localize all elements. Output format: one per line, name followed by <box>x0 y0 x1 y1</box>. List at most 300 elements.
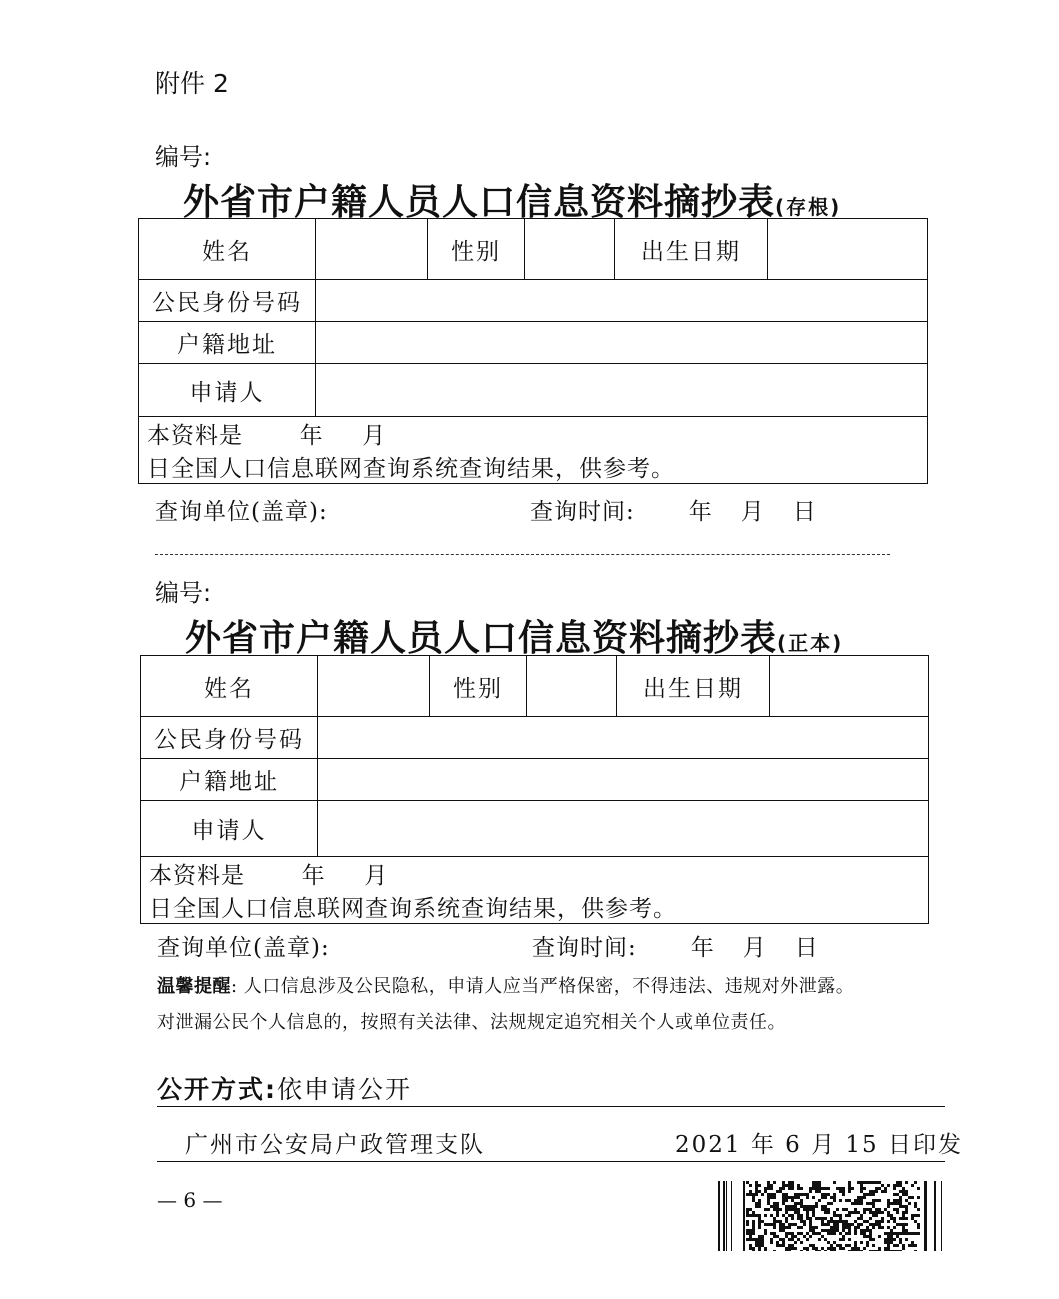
barcode-module <box>914 1244 917 1247</box>
barcode-module <box>863 1208 866 1211</box>
barcode-module <box>782 1181 785 1184</box>
barcode-module <box>788 1181 791 1184</box>
stub-gender-field[interactable] <box>525 219 615 280</box>
stub-applicant-field[interactable] <box>316 364 928 417</box>
barcode-module <box>848 1244 851 1247</box>
barcode-module <box>824 1193 827 1196</box>
barcode-module <box>863 1187 866 1190</box>
barcode-module <box>785 1235 788 1238</box>
barcode-module <box>809 1244 812 1247</box>
barcode-module <box>845 1226 848 1229</box>
barcode-module <box>800 1250 803 1251</box>
barcode-module <box>887 1226 890 1229</box>
barcode-module <box>776 1205 779 1208</box>
barcode-module <box>794 1202 797 1205</box>
barcode-module <box>887 1220 890 1223</box>
barcode-module <box>863 1193 866 1196</box>
barcode-module <box>884 1241 887 1244</box>
barcode-module <box>908 1202 911 1205</box>
barcode-module <box>899 1202 902 1205</box>
barcode-module <box>860 1250 863 1251</box>
barcode-module <box>824 1187 827 1190</box>
barcode-module <box>833 1220 836 1223</box>
barcode-module <box>881 1211 884 1214</box>
barcode-module <box>812 1184 815 1187</box>
barcode-module <box>800 1193 803 1196</box>
barcode-module <box>764 1247 767 1250</box>
barcode-module <box>767 1181 770 1184</box>
barcode-module <box>854 1232 857 1235</box>
barcode-module <box>887 1199 890 1202</box>
barcode-module <box>845 1220 848 1223</box>
barcode-module <box>854 1229 857 1232</box>
barcode-module <box>896 1244 899 1247</box>
barcode-module <box>866 1181 869 1184</box>
reminder-text-1: : 人口信息涉及公民隐私，申请人应当严格保密，不得违法、违规对外泄露。 <box>231 976 855 997</box>
barcode-bar <box>941 1181 942 1251</box>
barcode-module <box>875 1181 878 1184</box>
barcode-module <box>887 1247 890 1250</box>
barcode-module <box>812 1211 815 1214</box>
barcode-module <box>842 1247 845 1250</box>
stub-hukou-address-label: 户籍地址 <box>139 322 316 364</box>
reminder-line-2: 对泄漏公民个人信息的，按照有关法律、法规规定追究相关个人或单位责任。 <box>157 1012 786 1033</box>
barcode-module <box>806 1247 809 1250</box>
barcode-module <box>803 1193 806 1196</box>
barcode-module <box>791 1199 794 1202</box>
barcode-module <box>899 1223 902 1226</box>
barcode-module <box>839 1214 842 1217</box>
copy-row-note <box>141 857 929 924</box>
barcode-module <box>815 1217 818 1220</box>
barcode-module <box>875 1220 878 1223</box>
barcode-module <box>773 1205 776 1208</box>
barcode-module <box>848 1250 851 1251</box>
barcode-module <box>800 1217 803 1220</box>
stub-note-prefix: 本资料是 <box>147 423 243 449</box>
barcode-module <box>746 1193 749 1196</box>
barcode-module <box>758 1223 761 1226</box>
barcode-module <box>905 1193 908 1196</box>
barcode-module <box>905 1205 908 1208</box>
barcode-module <box>782 1196 785 1199</box>
barcode-module <box>782 1223 785 1226</box>
barcode-module <box>848 1226 851 1229</box>
barcode-module <box>869 1229 872 1232</box>
barcode-module <box>815 1232 818 1235</box>
barcode-module <box>866 1226 869 1229</box>
barcode-module <box>815 1181 818 1184</box>
barcode-module <box>917 1226 920 1229</box>
barcode-module <box>863 1181 866 1184</box>
barcode-module <box>782 1199 785 1202</box>
barcode-module <box>875 1223 878 1226</box>
barcode-module <box>773 1193 776 1196</box>
copy-query-time-label: 查询时间: <box>532 935 637 961</box>
barcode-module <box>773 1250 776 1251</box>
stub-code-label: 编号: <box>155 143 212 171</box>
barcode-module <box>887 1241 890 1244</box>
barcode-module <box>833 1199 836 1202</box>
barcode-module <box>827 1208 830 1211</box>
barcode-module <box>764 1250 767 1251</box>
barcode-module <box>833 1196 836 1199</box>
barcode-module <box>872 1205 875 1208</box>
barcode-module <box>806 1214 809 1217</box>
barcode-module <box>917 1214 920 1217</box>
barcode-module <box>794 1235 797 1238</box>
barcode-module <box>749 1208 752 1211</box>
barcode-module <box>797 1193 800 1196</box>
barcode-module <box>884 1247 887 1250</box>
barcode-module <box>785 1217 788 1220</box>
barcode-module <box>761 1244 764 1247</box>
barcode-module <box>755 1214 758 1217</box>
barcode-module <box>785 1199 788 1202</box>
barcode-module <box>869 1202 872 1205</box>
barcode-module <box>758 1235 761 1238</box>
barcode-module <box>767 1187 770 1190</box>
barcode-module <box>875 1250 878 1251</box>
barcode-module <box>806 1232 809 1235</box>
copy-query-day: 日 <box>794 935 819 961</box>
barcode-module <box>872 1226 875 1229</box>
barcode-module <box>755 1238 758 1241</box>
barcode-module <box>800 1187 803 1190</box>
barcode-module <box>854 1244 857 1247</box>
barcode-module <box>917 1223 920 1226</box>
barcode-module <box>833 1226 836 1229</box>
barcode-module <box>809 1235 812 1238</box>
barcode-module <box>773 1208 776 1211</box>
barcode-module <box>893 1202 896 1205</box>
barcode-module <box>827 1241 830 1244</box>
barcode-module <box>863 1211 866 1214</box>
barcode-module <box>860 1217 863 1220</box>
barcode-module <box>815 1205 818 1208</box>
barcode-module <box>905 1208 908 1211</box>
barcode-module <box>842 1226 845 1229</box>
barcode-module <box>848 1232 851 1235</box>
barcode-module <box>797 1232 800 1235</box>
barcode-module <box>842 1220 845 1223</box>
footer-rule-bottom <box>157 1161 945 1162</box>
barcode-module <box>824 1217 827 1220</box>
copy-query-unit: 查询单位(盖章): <box>157 935 330 961</box>
barcode-module <box>767 1199 770 1202</box>
barcode-module <box>839 1199 842 1202</box>
barcode-module <box>863 1232 866 1235</box>
barcode-module <box>872 1250 875 1251</box>
copy-row-applicant <box>141 801 929 857</box>
barcode-module <box>914 1181 917 1184</box>
stub-id-number-field[interactable] <box>316 280 928 322</box>
stub-birth-date-field[interactable] <box>768 219 928 280</box>
barcode-module <box>869 1181 872 1184</box>
barcode-module <box>839 1187 842 1190</box>
barcode-module <box>902 1217 905 1220</box>
barcode-module <box>812 1244 815 1247</box>
copy-hukou-address-field[interactable] <box>318 759 929 801</box>
barcode-module <box>890 1238 893 1241</box>
barcode-module <box>785 1196 788 1199</box>
barcode-module <box>887 1244 890 1247</box>
reminder-label: 温馨提醒 <box>157 976 231 997</box>
barcode-module <box>776 1214 779 1217</box>
copy-birth-date-field[interactable] <box>770 656 929 717</box>
barcode-module <box>764 1208 767 1211</box>
barcode-module <box>770 1238 773 1241</box>
barcode-module <box>767 1193 770 1196</box>
copy-name-field[interactable] <box>318 656 430 717</box>
barcode-module <box>800 1226 803 1229</box>
barcode-module <box>860 1184 863 1187</box>
copy-gender-field[interactable] <box>527 656 617 717</box>
barcode-module <box>821 1220 824 1223</box>
copy-note-prefix: 本资料是 <box>149 863 245 889</box>
copy-applicant-label: 申请人 <box>141 801 318 857</box>
barcode-module <box>914 1232 917 1235</box>
barcode-module <box>887 1235 890 1238</box>
barcode-module <box>851 1187 854 1190</box>
barcode-module <box>839 1238 842 1241</box>
barcode-module <box>824 1211 827 1214</box>
barcode-module <box>782 1226 785 1229</box>
barcode-module <box>773 1181 776 1184</box>
barcode-module <box>833 1214 836 1217</box>
barcode-module <box>779 1226 782 1229</box>
barcode-module <box>839 1217 842 1220</box>
cut-line-divider <box>155 554 890 555</box>
barcode-module <box>782 1229 785 1232</box>
barcode-module <box>830 1247 833 1250</box>
barcode-module <box>899 1184 902 1187</box>
barcode-module <box>824 1238 827 1241</box>
barcode-module <box>788 1187 791 1190</box>
barcode-module <box>758 1184 761 1187</box>
barcode-module <box>890 1214 893 1217</box>
barcode-module <box>878 1187 881 1190</box>
barcode-module <box>797 1217 800 1220</box>
barcode-module <box>761 1235 764 1238</box>
barcode-module <box>791 1208 794 1211</box>
stub-form-table <box>138 218 928 484</box>
barcode-module <box>809 1205 812 1208</box>
stub-note-year: 年 <box>299 423 324 449</box>
barcode-module <box>797 1208 800 1211</box>
barcode-module <box>866 1193 869 1196</box>
barcode-module <box>860 1241 863 1244</box>
barcode-module <box>827 1220 830 1223</box>
copy-form-title <box>185 610 843 661</box>
stub-hukou-address-field[interactable] <box>316 322 928 364</box>
barcode-module <box>869 1208 872 1211</box>
barcode-module <box>896 1184 899 1187</box>
barcode-module <box>878 1199 881 1202</box>
barcode-module <box>794 1208 797 1211</box>
barcode-module <box>836 1229 839 1232</box>
barcode-module <box>866 1229 869 1232</box>
barcode-module <box>800 1202 803 1205</box>
stub-title-suffix: (存根) <box>775 195 842 219</box>
barcode-module <box>749 1244 752 1247</box>
copy-applicant-field[interactable] <box>318 801 929 857</box>
barcode-module <box>836 1214 839 1217</box>
barcode-module <box>812 1247 815 1250</box>
barcode-module <box>869 1232 872 1235</box>
barcode-module <box>788 1223 791 1226</box>
barcode-module <box>878 1208 881 1211</box>
barcode-module <box>791 1247 794 1250</box>
barcode-module <box>878 1220 881 1223</box>
barcode-module <box>848 1229 851 1232</box>
barcode-module <box>869 1193 872 1196</box>
barcode-module <box>872 1190 875 1193</box>
barcode-module <box>770 1193 773 1196</box>
barcode-module <box>857 1223 860 1226</box>
barcode-module <box>761 1193 764 1196</box>
barcode-module <box>824 1223 827 1226</box>
barcode-module <box>797 1211 800 1214</box>
copy-id-number-field[interactable] <box>318 717 929 759</box>
barcode-module <box>776 1241 779 1244</box>
barcode-module <box>773 1202 776 1205</box>
barcode-module <box>773 1220 776 1223</box>
stub-title-text: 外省市户籍人员人口信息资料摘抄表 <box>183 182 776 223</box>
barcode-module <box>893 1217 896 1220</box>
barcode-module <box>752 1220 755 1223</box>
barcode-module <box>917 1232 920 1235</box>
barcode-module <box>854 1220 857 1223</box>
barcode-module <box>791 1181 794 1184</box>
barcode-module <box>842 1193 845 1196</box>
barcode-module <box>815 1202 818 1205</box>
barcode-module <box>758 1244 761 1247</box>
barcode-module <box>788 1247 791 1250</box>
barcode-module <box>818 1190 821 1193</box>
barcode-module <box>785 1184 788 1187</box>
barcode-module <box>902 1223 905 1226</box>
barcode-module <box>899 1241 902 1244</box>
barcode-module <box>833 1232 836 1235</box>
barcode-module <box>812 1181 815 1184</box>
barcode-module <box>872 1202 875 1205</box>
barcode-module <box>884 1238 887 1241</box>
disclosure-line <box>157 1070 412 1106</box>
barcode-module <box>878 1247 881 1250</box>
barcode-bar <box>718 1181 720 1251</box>
barcode-module <box>911 1196 914 1199</box>
issue-date: 2021 年 6 月 15 日印发 <box>675 1132 963 1158</box>
barcode-module <box>857 1226 860 1229</box>
stub-id-number-label: 公民身份号码 <box>139 280 316 322</box>
barcode-module <box>905 1190 908 1193</box>
barcode-module <box>899 1250 902 1251</box>
barcode-module <box>833 1181 836 1184</box>
barcode-module <box>893 1250 896 1251</box>
barcode-module <box>779 1229 782 1232</box>
barcode-module <box>791 1214 794 1217</box>
barcode-icon <box>718 1181 946 1251</box>
barcode-module <box>905 1229 908 1232</box>
barcode-module <box>752 1196 755 1199</box>
barcode-module <box>896 1250 899 1251</box>
stub-name-field[interactable] <box>316 219 428 280</box>
barcode-module <box>821 1187 824 1190</box>
barcode-module <box>857 1247 860 1250</box>
barcode-module <box>812 1208 815 1211</box>
copy-title-suffix: (正本) <box>777 631 844 655</box>
barcode-module <box>755 1181 758 1184</box>
barcode-module <box>884 1208 887 1211</box>
barcode-module <box>752 1247 755 1250</box>
barcode-module <box>746 1208 749 1211</box>
barcode-module <box>788 1250 791 1251</box>
barcode-module <box>833 1193 836 1196</box>
barcode-module <box>899 1232 902 1235</box>
barcode-module <box>905 1211 908 1214</box>
barcode-module <box>752 1226 755 1229</box>
barcode-module <box>752 1238 755 1241</box>
barcode-module <box>806 1250 809 1251</box>
stub-query-month: 月 <box>740 499 765 525</box>
barcode-module <box>812 1214 815 1217</box>
barcode-module <box>746 1211 749 1214</box>
barcode-module <box>875 1211 878 1214</box>
barcode-module <box>797 1184 800 1187</box>
copy-row-basic <box>141 656 929 717</box>
barcode-module <box>902 1244 905 1247</box>
barcode-module <box>785 1211 788 1214</box>
barcode-module <box>866 1220 869 1223</box>
barcode-module <box>887 1184 890 1187</box>
barcode-module <box>842 1190 845 1193</box>
barcode-module <box>866 1208 869 1211</box>
barcode-module <box>752 1193 755 1196</box>
barcode-module <box>869 1190 872 1193</box>
barcode-module <box>854 1241 857 1244</box>
barcode-module <box>806 1217 809 1220</box>
barcode-module <box>749 1247 752 1250</box>
barcode-module <box>818 1199 821 1202</box>
barcode-module <box>878 1223 881 1226</box>
barcode-module <box>866 1244 869 1247</box>
barcode-module <box>788 1208 791 1211</box>
barcode-module <box>836 1220 839 1223</box>
barcode-module <box>851 1223 854 1226</box>
barcode-module <box>800 1241 803 1244</box>
copy-code-label: 编号: <box>155 579 212 607</box>
barcode-module <box>896 1232 899 1235</box>
barcode-module <box>875 1190 878 1193</box>
barcode-module <box>842 1238 845 1241</box>
barcode-module <box>746 1232 749 1235</box>
copy-row-id <box>141 717 929 759</box>
barcode-module <box>782 1214 785 1217</box>
barcode-module <box>863 1196 866 1199</box>
barcode-module <box>779 1208 782 1211</box>
barcode-module <box>746 1229 749 1232</box>
barcode-module <box>890 1250 893 1251</box>
issuer-name: 广州市公安局户政管理支队 <box>185 1132 485 1158</box>
barcode-module <box>776 1202 779 1205</box>
barcode-module <box>749 1238 752 1241</box>
barcode-module <box>758 1190 761 1193</box>
barcode-module <box>752 1232 755 1235</box>
barcode-module <box>830 1217 833 1220</box>
footer-rule-top <box>157 1106 945 1107</box>
barcode-module <box>800 1220 803 1223</box>
